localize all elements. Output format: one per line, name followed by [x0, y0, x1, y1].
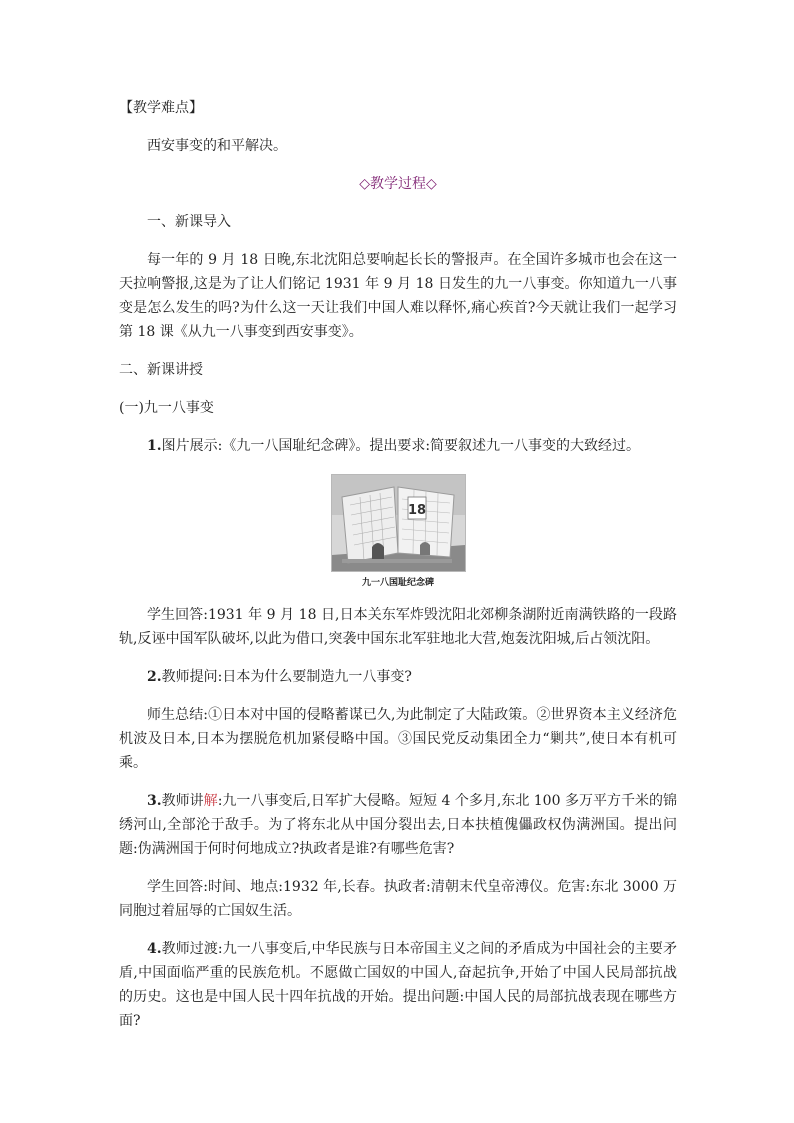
item3-text: :九一八事变后,日军扩大侵略。短短 4 个多月,东北 100 多万平方千米的锦绣河山,全部沦于敌手。为了将东北从中国分裂出去,日本扶植傀儡政权伪满洲国。提出问题:伪满洲国于何时何地成立?执政者是谁?有哪些危害? [119, 793, 678, 857]
monument-figure [119, 474, 677, 589]
answer3-paragraph: 学生回答:时间、地点:1932 年,长春。执政者:清朝末代皇帝溥仪。危害:东北 3000 万同胞过着屈辱的亡国奴生活。 [119, 879, 677, 919]
item3-prefix: 教师讲 [161, 793, 204, 809]
monument-photo [331, 474, 466, 572]
process-title: ◇教学过程◇ [359, 176, 437, 192]
item3-paragraph [119, 789, 677, 861]
summary2-paragraph: 师生总结:①日本对中国的侵略蓄谋已久,为此制定了大陆政策。②世界资本主义经济危机波及日本,日本为摆脱危机加紧侵略中国。③国民党反动集团全力“剿共”,使日本有机可乘。 [119, 707, 677, 771]
item1-text: 图片展示:《九一八国耻纪念碑》。提出要求:简要叙述九一八事变的大致经过。 [161, 438, 641, 454]
item4-number: 4. [147, 941, 162, 957]
monument-illustration [332, 475, 465, 571]
section1-heading: 一、新课导入 [147, 214, 231, 230]
item1-number: 1. [147, 438, 162, 454]
difficulty-heading: 【教学难点】 [119, 100, 203, 116]
item2-text: 教师提问:日本为什么要制造九一八事变? [161, 669, 412, 685]
item4-text: 教师过渡:九一八事变后,中华民族与日本帝国主义之间的矛盾成为中国社会的主要矛盾,中国面临严重的民族危机。不愿做亡国奴的中国人,奋起抗争,开始了中国人民局部抗战的历史。这也是中国人民十四年抗战的开始。提出问题:中国人民的局部抗战表现在哪些方面? [119, 941, 677, 1029]
answer1-paragraph: 学生回答:1931 年 9 月 18 日,日本关东军炸毁沈阳北郊柳条湖附近南满铁路的一段路轨,反诬中国军队破坏,以此为借口,突袭中国东北军驻地北大营,炮轰沈阳城,后占领沈阳。 [119, 607, 677, 647]
subsection1-heading: (一)九一八事变 [119, 400, 214, 416]
item3-number: 3. [147, 793, 162, 809]
intro-paragraph: 每一年的 9 月 18 日晚,东北沈阳总要响起长长的警报声。在全国许多城市也会在这一天拉响警报,这是为了让人们铭记 1931 年 9 月 18 日发生的九一八事变。你知道九一八事变是怎么发生的吗?为什么这一天让我们中国人难以释怀,痛心疾首?今天就让我们一起学习第 18 课《从九一八事变到西安事变》。 [119, 252, 677, 340]
monument-number: 18 [407, 503, 426, 518]
item1-paragraph [119, 434, 677, 458]
item3-accent: 解 [203, 793, 218, 809]
item2-paragraph [119, 665, 677, 689]
document-content [119, 96, 677, 1033]
difficulty-text: 西安事变的和平解决。 [147, 138, 287, 154]
item2-number: 2. [147, 669, 162, 685]
section2-heading: 二、新课讲授 [119, 362, 203, 378]
item4-paragraph [119, 937, 677, 1033]
figure-caption: 九一八国耻纪念碑 [361, 578, 434, 588]
